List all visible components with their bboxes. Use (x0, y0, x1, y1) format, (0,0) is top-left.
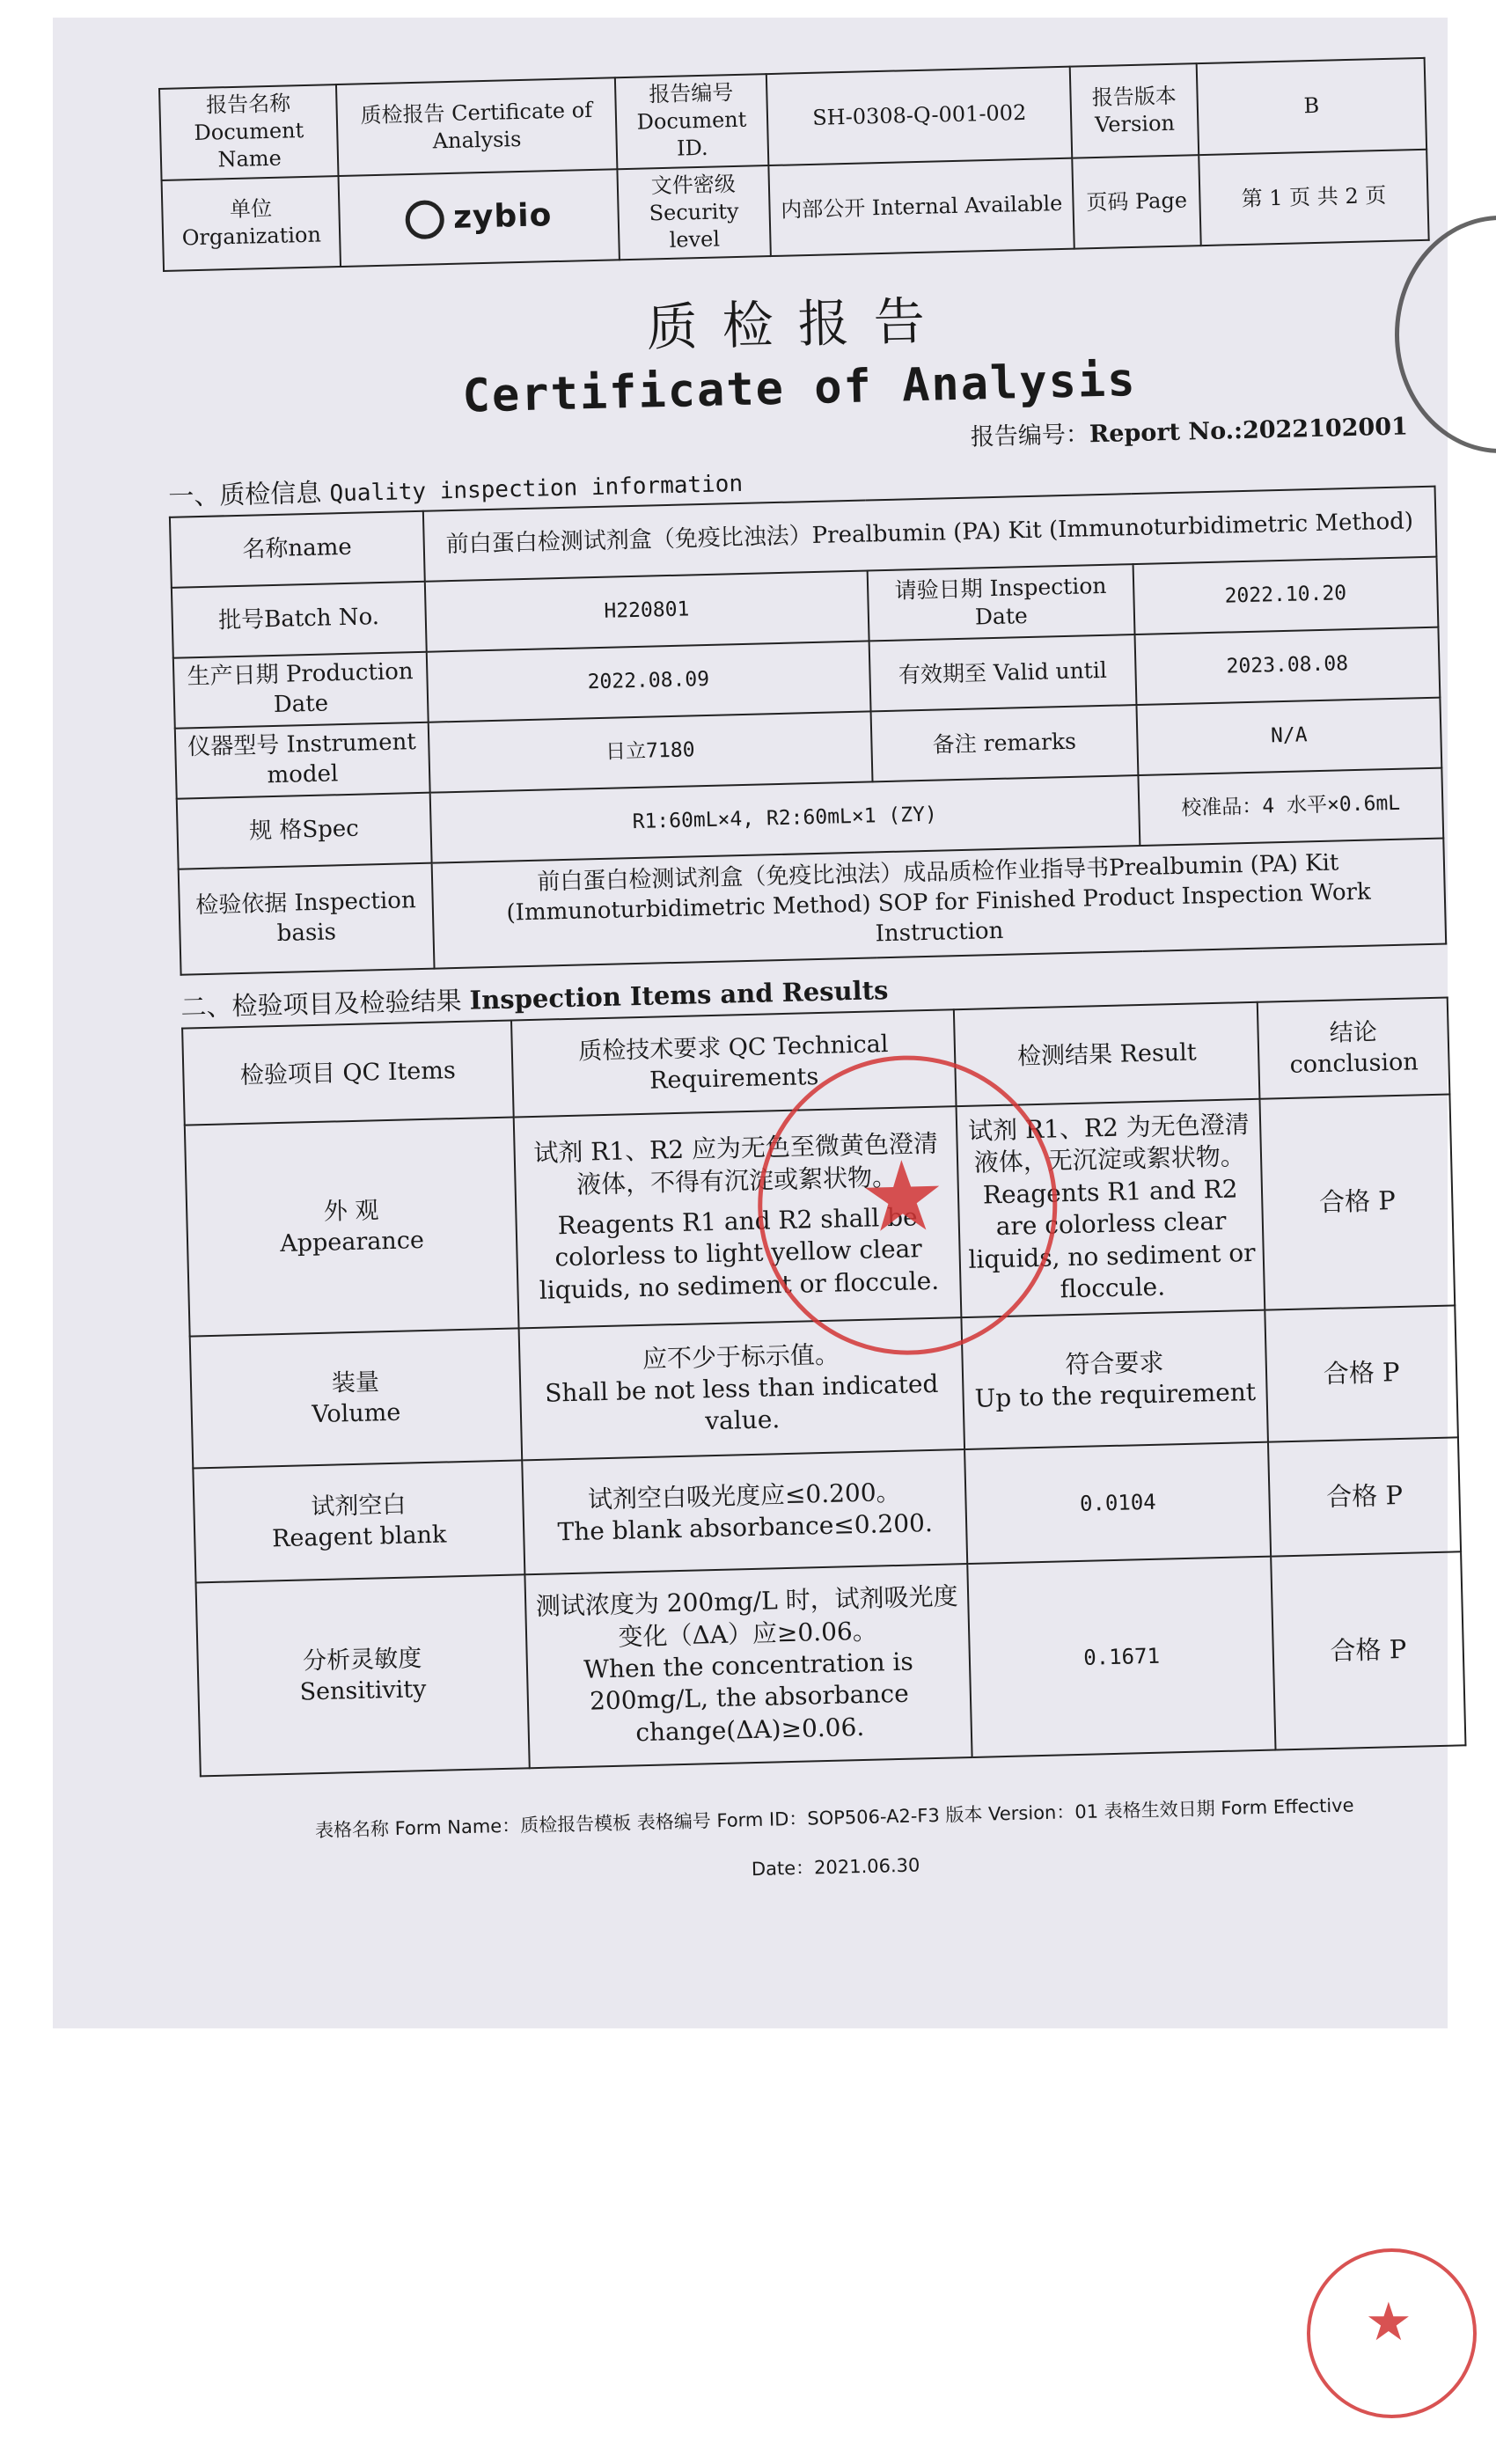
req-en: When the concentration is 200mg/L, the absorbance change(ΔA)≥0.06. (583, 1646, 914, 1748)
report-number-label: 报告编号： (970, 421, 1090, 451)
requirement-cell (522, 1449, 967, 1574)
calibrator-value: 校准品：4 水平×0.6mL (1138, 768, 1443, 846)
req-en: The blank absorbance≤0.200. (557, 1508, 934, 1547)
item-en: Volume (311, 1398, 401, 1429)
results-header-item: 检验项目 QC Items (182, 1021, 513, 1126)
security-label: 文件密级 Security level (617, 165, 771, 260)
title-chinese: 质检报告 (645, 290, 950, 358)
name-value: 前白蛋白检测试剂盒（免疫比浊法）Prealbumin (PA) Kit (Immunoturbidimetric Method) (422, 487, 1436, 582)
conclusion-cell: 合格 P (1271, 1551, 1465, 1749)
section-1-en: Quality inspection information (329, 471, 744, 508)
scanned-sheet (53, 18, 1448, 2028)
valid-until-label: 有效期至 Valid until (869, 634, 1136, 711)
name-label: 名称name (170, 511, 424, 588)
page-label: 页码 Page (1073, 155, 1201, 249)
production-date-label: 生产日期 Production Date (173, 652, 428, 729)
doc-name-label: 报告名称 Document Name (159, 84, 339, 180)
doc-id-label: 报告编号 Document ID. (615, 74, 769, 169)
certificate-document (158, 57, 1470, 1896)
req-cn: 应不少于标示值。 (642, 1339, 840, 1374)
doc-name-value: 质检报告 Certificate of Analysis (336, 77, 617, 175)
req-cn: 试剂空白吸光度应≤0.200。 (587, 1477, 901, 1514)
section-1-cn: 一、质检信息 (167, 477, 322, 511)
inspection-date-value: 2022.10.20 (1133, 557, 1438, 634)
conclusion-cell: 合格 P (1268, 1437, 1461, 1556)
req-cn: 试剂 R1、R2 应为无色至微黄色澄清液体，不得有沉淀或絮状物。 (533, 1128, 939, 1199)
item-cn: 分析灵敏度 (302, 1645, 422, 1676)
item-cell (193, 1460, 524, 1582)
document-header-table (158, 57, 1430, 272)
item-cell (190, 1329, 522, 1469)
item-cn: 装量 (331, 1368, 380, 1397)
form-footer-line1: 表格名称 Form Name：质检报告模板 表格编号 Form ID：SOP506-A2-F3 版本 Version：01 表格生效日期 Form Effective (314, 1794, 1354, 1842)
item-cell (185, 1118, 519, 1337)
inspection-date-label: 请验日期 Inspection Date (868, 564, 1135, 641)
req-en: Reagents R1 and R2 shall be colorless to light yellow clear liquids, no sediment or floccule. (539, 1202, 940, 1305)
org-logo (339, 169, 620, 267)
req-cn: 测试浓度为 200mg/L 时，试剂吸光度变化（ΔA）应≥0.06。 (535, 1581, 958, 1652)
conclusion-cell: 合格 P (1265, 1306, 1458, 1442)
item-cn: 试剂空白 (311, 1491, 407, 1522)
results-header-conclusion: 结论 conclusion (1258, 998, 1449, 1099)
basis-label: 检验依据 Inspection basis (179, 863, 434, 975)
requirement-cell (524, 1564, 972, 1768)
req-en: Shall be not less than indicated value. (544, 1368, 939, 1436)
version-label: 报告版本 Version (1070, 63, 1199, 158)
production-date-value: 2022.08.09 (426, 642, 870, 722)
conclusion-cell: 合格 P (1260, 1095, 1456, 1310)
version-value: B (1197, 58, 1426, 155)
result-cn: 符合要求 (1065, 1347, 1164, 1379)
valid-until-value: 2023.08.08 (1134, 627, 1440, 705)
instrument-value: 日立7180 (428, 712, 872, 793)
report-number-value: Report No.:2022102001 (1089, 413, 1409, 449)
distributor-seal-stamp (1307, 2248, 1477, 2418)
remarks-label: 备注 remarks (870, 705, 1138, 781)
quality-info-table (169, 486, 1447, 976)
doc-id-value: SH-0308-Q-001-002 (766, 67, 1073, 165)
item-en: Reagent blank (271, 1521, 447, 1553)
result-value: 0.1671 (1082, 1643, 1161, 1670)
item-cell (196, 1574, 530, 1776)
page-value: 第 1 页 共 2 页 (1199, 149, 1428, 246)
section-2-en: Inspection Items and Results (469, 975, 889, 1016)
result-en: Reagents R1 and R2 are colorless clear liquids, no sediment or floccule. (968, 1174, 1256, 1304)
star-icon: ★ (1365, 2292, 1412, 2353)
item-cn: 外 观 (323, 1197, 379, 1226)
item-en: Sensitivity (299, 1676, 427, 1706)
remarks-value: N/A (1136, 698, 1441, 775)
spec-label: 规 格Spec (177, 793, 431, 869)
result-cell (962, 1310, 1269, 1449)
results-header-result: 检测结果 Result (954, 1002, 1260, 1106)
zybio-logo-icon (406, 200, 445, 239)
basis-value: 前白蛋白检测试剂盒（免疫比浊法）成品质检作业指导书Prealbumin (PA) Kit (Immunoturbidimetric Method) SOP for Finished Product Inspection Work Instruction (431, 839, 1446, 969)
table-row (196, 1551, 1466, 1776)
section-2-cn: 二、检验项目及检验结果 (180, 986, 462, 1023)
spec-value: R1:60mL×4, R2:60mL×1 (ZY) (429, 775, 1140, 863)
org-label: 单位 Organization (162, 176, 341, 271)
item-en: Appearance (279, 1227, 425, 1258)
result-cell (967, 1557, 1275, 1757)
instrument-label: 仪器型号 Instrument model (175, 722, 429, 799)
results-header-requirement: 质检技术要求 QC Technical Requirements (511, 1009, 957, 1117)
batch-label: 批号Batch No. (172, 582, 426, 658)
result-value: 0.0104 (1079, 1489, 1157, 1516)
result-cell (964, 1442, 1271, 1564)
batch-value: H220801 (424, 571, 869, 652)
org-logo-text: zybio (452, 197, 553, 236)
form-footer-line2: Date：2021.06.30 (751, 1854, 920, 1881)
result-cn: 试剂 R1、R2 为无色澄清液体，无沉淀或絮状物。 (967, 1110, 1250, 1178)
result-en: Up to the requirement (974, 1377, 1257, 1413)
security-value: 内部公开 Internal Available (769, 158, 1075, 256)
star-icon: ★ (857, 1139, 948, 1254)
title-english: Certificate of Analysis (461, 354, 1138, 423)
